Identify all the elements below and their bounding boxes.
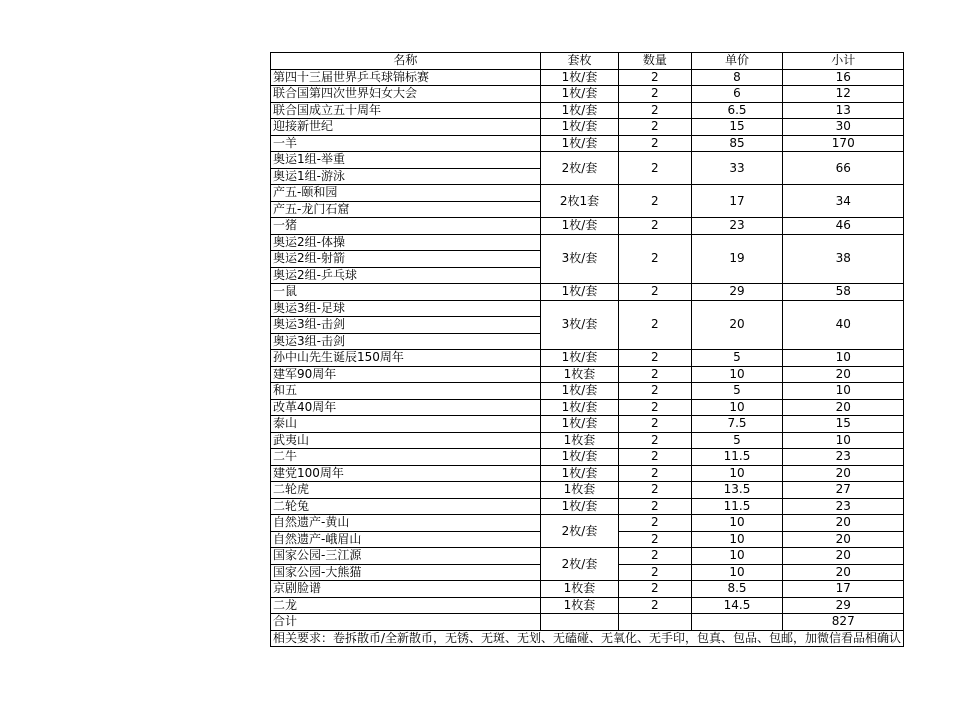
item-qty: 2 <box>619 185 691 218</box>
item-unit: 1枚/套 <box>540 350 618 367</box>
item-name: 奥运2组-射箭 <box>271 251 541 268</box>
item-price: 85 <box>691 135 783 152</box>
item-qty: 2 <box>619 581 691 598</box>
table-row <box>271 449 904 466</box>
item-price: 10 <box>691 564 783 581</box>
item-unit: 1枚/套 <box>540 416 618 433</box>
item-price: 8.5 <box>691 581 783 598</box>
item-qty: 2 <box>619 449 691 466</box>
item-price: 5 <box>691 350 783 367</box>
item-name: 泰山 <box>271 416 541 433</box>
item-qty: 2 <box>619 284 691 301</box>
item-price: 8 <box>691 69 783 86</box>
table-row <box>271 465 904 482</box>
item-name: 一羊 <box>271 135 541 152</box>
item-name: 国家公园-三江源 <box>271 548 541 565</box>
item-price: 13.5 <box>691 482 783 499</box>
item-subtotal: 40 <box>783 300 904 350</box>
table-row <box>271 383 904 400</box>
item-name: 建军90周年 <box>271 366 541 383</box>
item-name: 一猪 <box>271 218 541 235</box>
note-row <box>271 630 904 647</box>
item-name: 奥运3组-足球 <box>271 300 541 317</box>
item-qty: 2 <box>619 234 691 284</box>
item-qty: 2 <box>619 515 691 532</box>
item-subtotal: 15 <box>783 416 904 433</box>
item-price: 20 <box>691 300 783 350</box>
item-name: 二轮兔 <box>271 498 541 515</box>
item-name: 国家公园-大熊猫 <box>271 564 541 581</box>
table-row <box>271 218 904 235</box>
item-name: 自然遗产-黄山 <box>271 515 541 532</box>
header-subtotal: 小计 <box>783 53 904 70</box>
table-row <box>271 234 904 251</box>
item-price: 5 <box>691 432 783 449</box>
table-row <box>271 284 904 301</box>
item-unit: 1枚/套 <box>540 465 618 482</box>
item-subtotal: 12 <box>783 86 904 103</box>
item-qty: 2 <box>619 531 691 548</box>
table-row <box>271 482 904 499</box>
item-unit: 1枚/套 <box>540 69 618 86</box>
item-price: 10 <box>691 465 783 482</box>
item-subtotal: 20 <box>783 564 904 581</box>
table-row <box>271 399 904 416</box>
item-price: 11.5 <box>691 449 783 466</box>
table-row <box>271 102 904 119</box>
item-subtotal: 20 <box>783 515 904 532</box>
item-name: 联合国成立五十周年 <box>271 102 541 119</box>
item-name: 二轮虎 <box>271 482 541 499</box>
item-unit: 3枚/套 <box>540 234 618 284</box>
item-price: 29 <box>691 284 783 301</box>
table-row <box>271 597 904 614</box>
item-qty: 2 <box>619 597 691 614</box>
header-price: 单价 <box>691 53 783 70</box>
table-row <box>271 185 904 202</box>
item-subtotal: 30 <box>783 119 904 136</box>
item-price: 11.5 <box>691 498 783 515</box>
item-unit: 1枚/套 <box>540 498 618 515</box>
item-name: 二龙 <box>271 597 541 614</box>
item-subtotal: 23 <box>783 498 904 515</box>
item-subtotal: 10 <box>783 383 904 400</box>
item-price: 10 <box>691 531 783 548</box>
item-qty: 2 <box>619 548 691 565</box>
item-qty: 2 <box>619 300 691 350</box>
table-row <box>271 548 904 565</box>
item-subtotal: 20 <box>783 399 904 416</box>
item-unit: 3枚/套 <box>540 300 618 350</box>
requirements-note: 相关要求：卷拆散币/全新散币，无锈、无斑、无划、无磕碰、无氧化、无手印，包真、包品、包邮，加微信看品相确认 <box>271 630 904 647</box>
total-row <box>271 614 904 631</box>
item-unit: 1枚/套 <box>540 135 618 152</box>
item-name: 奥运1组-游泳 <box>271 168 541 185</box>
item-unit: 1枚/套 <box>540 399 618 416</box>
item-price: 10 <box>691 366 783 383</box>
item-qty: 2 <box>619 399 691 416</box>
item-price: 14.5 <box>691 597 783 614</box>
item-name: 孙中山先生诞辰150周年 <box>271 350 541 367</box>
header-name: 名称 <box>271 53 541 70</box>
item-name: 一鼠 <box>271 284 541 301</box>
item-subtotal: 20 <box>783 531 904 548</box>
item-unit: 1枚/套 <box>540 218 618 235</box>
item-qty: 2 <box>619 498 691 515</box>
coin-price-table <box>270 52 904 647</box>
item-unit: 2枚/套 <box>540 152 618 185</box>
table-row <box>271 86 904 103</box>
item-name: 奥运2组-体操 <box>271 234 541 251</box>
total-qty-cell <box>619 614 691 631</box>
item-qty: 2 <box>619 135 691 152</box>
item-qty: 2 <box>619 416 691 433</box>
item-unit: 1枚套 <box>540 366 618 383</box>
item-subtotal: 23 <box>783 449 904 466</box>
table-row <box>271 515 904 532</box>
item-name: 产五-龙门石窟 <box>271 201 541 218</box>
total-unit-cell <box>540 614 618 631</box>
item-name: 迎接新世纪 <box>271 119 541 136</box>
item-qty: 2 <box>619 218 691 235</box>
item-subtotal: 13 <box>783 102 904 119</box>
item-price: 10 <box>691 399 783 416</box>
item-qty: 2 <box>619 465 691 482</box>
item-subtotal: 10 <box>783 350 904 367</box>
item-subtotal: 170 <box>783 135 904 152</box>
item-unit: 1枚套 <box>540 581 618 598</box>
header-qty: 数量 <box>619 53 691 70</box>
item-qty: 2 <box>619 366 691 383</box>
item-qty: 2 <box>619 482 691 499</box>
item-name: 和五 <box>271 383 541 400</box>
item-price: 10 <box>691 548 783 565</box>
table-row <box>271 416 904 433</box>
item-name: 第四十三届世界乒乓球锦标赛 <box>271 69 541 86</box>
table-row <box>271 69 904 86</box>
item-name: 建党100周年 <box>271 465 541 482</box>
item-price: 5 <box>691 383 783 400</box>
item-name: 京剧脸谱 <box>271 581 541 598</box>
table-body <box>271 69 904 614</box>
item-unit: 1枚/套 <box>540 284 618 301</box>
item-qty: 2 <box>619 86 691 103</box>
item-price: 15 <box>691 119 783 136</box>
table-row <box>271 350 904 367</box>
item-price: 6 <box>691 86 783 103</box>
item-subtotal: 20 <box>783 465 904 482</box>
item-qty: 2 <box>619 69 691 86</box>
item-qty: 2 <box>619 564 691 581</box>
item-subtotal: 58 <box>783 284 904 301</box>
item-qty: 2 <box>619 119 691 136</box>
item-name: 改革40周年 <box>271 399 541 416</box>
item-qty: 2 <box>619 350 691 367</box>
item-name: 奥运3组-击剑 <box>271 317 541 334</box>
item-price: 19 <box>691 234 783 284</box>
item-unit: 1枚/套 <box>540 102 618 119</box>
item-name: 武夷山 <box>271 432 541 449</box>
item-price: 17 <box>691 185 783 218</box>
table-row <box>271 152 904 169</box>
item-subtotal: 17 <box>783 581 904 598</box>
total-label: 合计 <box>271 614 541 631</box>
table-row <box>271 581 904 598</box>
item-qty: 2 <box>619 152 691 185</box>
table-row <box>271 498 904 515</box>
item-unit: 1枚套 <box>540 482 618 499</box>
item-subtotal: 29 <box>783 597 904 614</box>
item-subtotal: 20 <box>783 366 904 383</box>
item-subtotal: 10 <box>783 432 904 449</box>
item-name: 奥运1组-举重 <box>271 152 541 169</box>
item-unit: 1枚套 <box>540 597 618 614</box>
item-subtotal: 20 <box>783 548 904 565</box>
total-price-cell <box>691 614 783 631</box>
item-unit: 1枚/套 <box>540 86 618 103</box>
item-subtotal: 66 <box>783 152 904 185</box>
total-subtotal: 827 <box>783 614 904 631</box>
item-price: 10 <box>691 515 783 532</box>
item-unit: 2枚/套 <box>540 515 618 548</box>
item-unit: 1枚/套 <box>540 449 618 466</box>
item-qty: 2 <box>619 432 691 449</box>
item-subtotal: 46 <box>783 218 904 235</box>
table-row <box>271 432 904 449</box>
item-name: 奥运2组-乒乓球 <box>271 267 541 284</box>
header-row <box>271 53 904 70</box>
item-unit: 1枚套 <box>540 432 618 449</box>
item-unit: 1枚/套 <box>540 119 618 136</box>
item-subtotal: 38 <box>783 234 904 284</box>
item-price: 23 <box>691 218 783 235</box>
table-row <box>271 366 904 383</box>
item-name: 联合国第四次世界妇女大会 <box>271 86 541 103</box>
item-unit: 1枚/套 <box>540 383 618 400</box>
item-name: 产五-颐和园 <box>271 185 541 202</box>
item-name: 二牛 <box>271 449 541 466</box>
header-unit: 套枚 <box>540 53 618 70</box>
table-row <box>271 300 904 317</box>
table-row <box>271 135 904 152</box>
item-unit: 2枚1套 <box>540 185 618 218</box>
item-subtotal: 27 <box>783 482 904 499</box>
item-price: 33 <box>691 152 783 185</box>
item-subtotal: 34 <box>783 185 904 218</box>
item-name: 奥运3组-击剑 <box>271 333 541 350</box>
item-name: 自然遗产-峨眉山 <box>271 531 541 548</box>
item-qty: 2 <box>619 383 691 400</box>
item-unit: 2枚/套 <box>540 548 618 581</box>
item-subtotal: 16 <box>783 69 904 86</box>
item-qty: 2 <box>619 102 691 119</box>
item-price: 7.5 <box>691 416 783 433</box>
item-price: 6.5 <box>691 102 783 119</box>
table-row <box>271 119 904 136</box>
